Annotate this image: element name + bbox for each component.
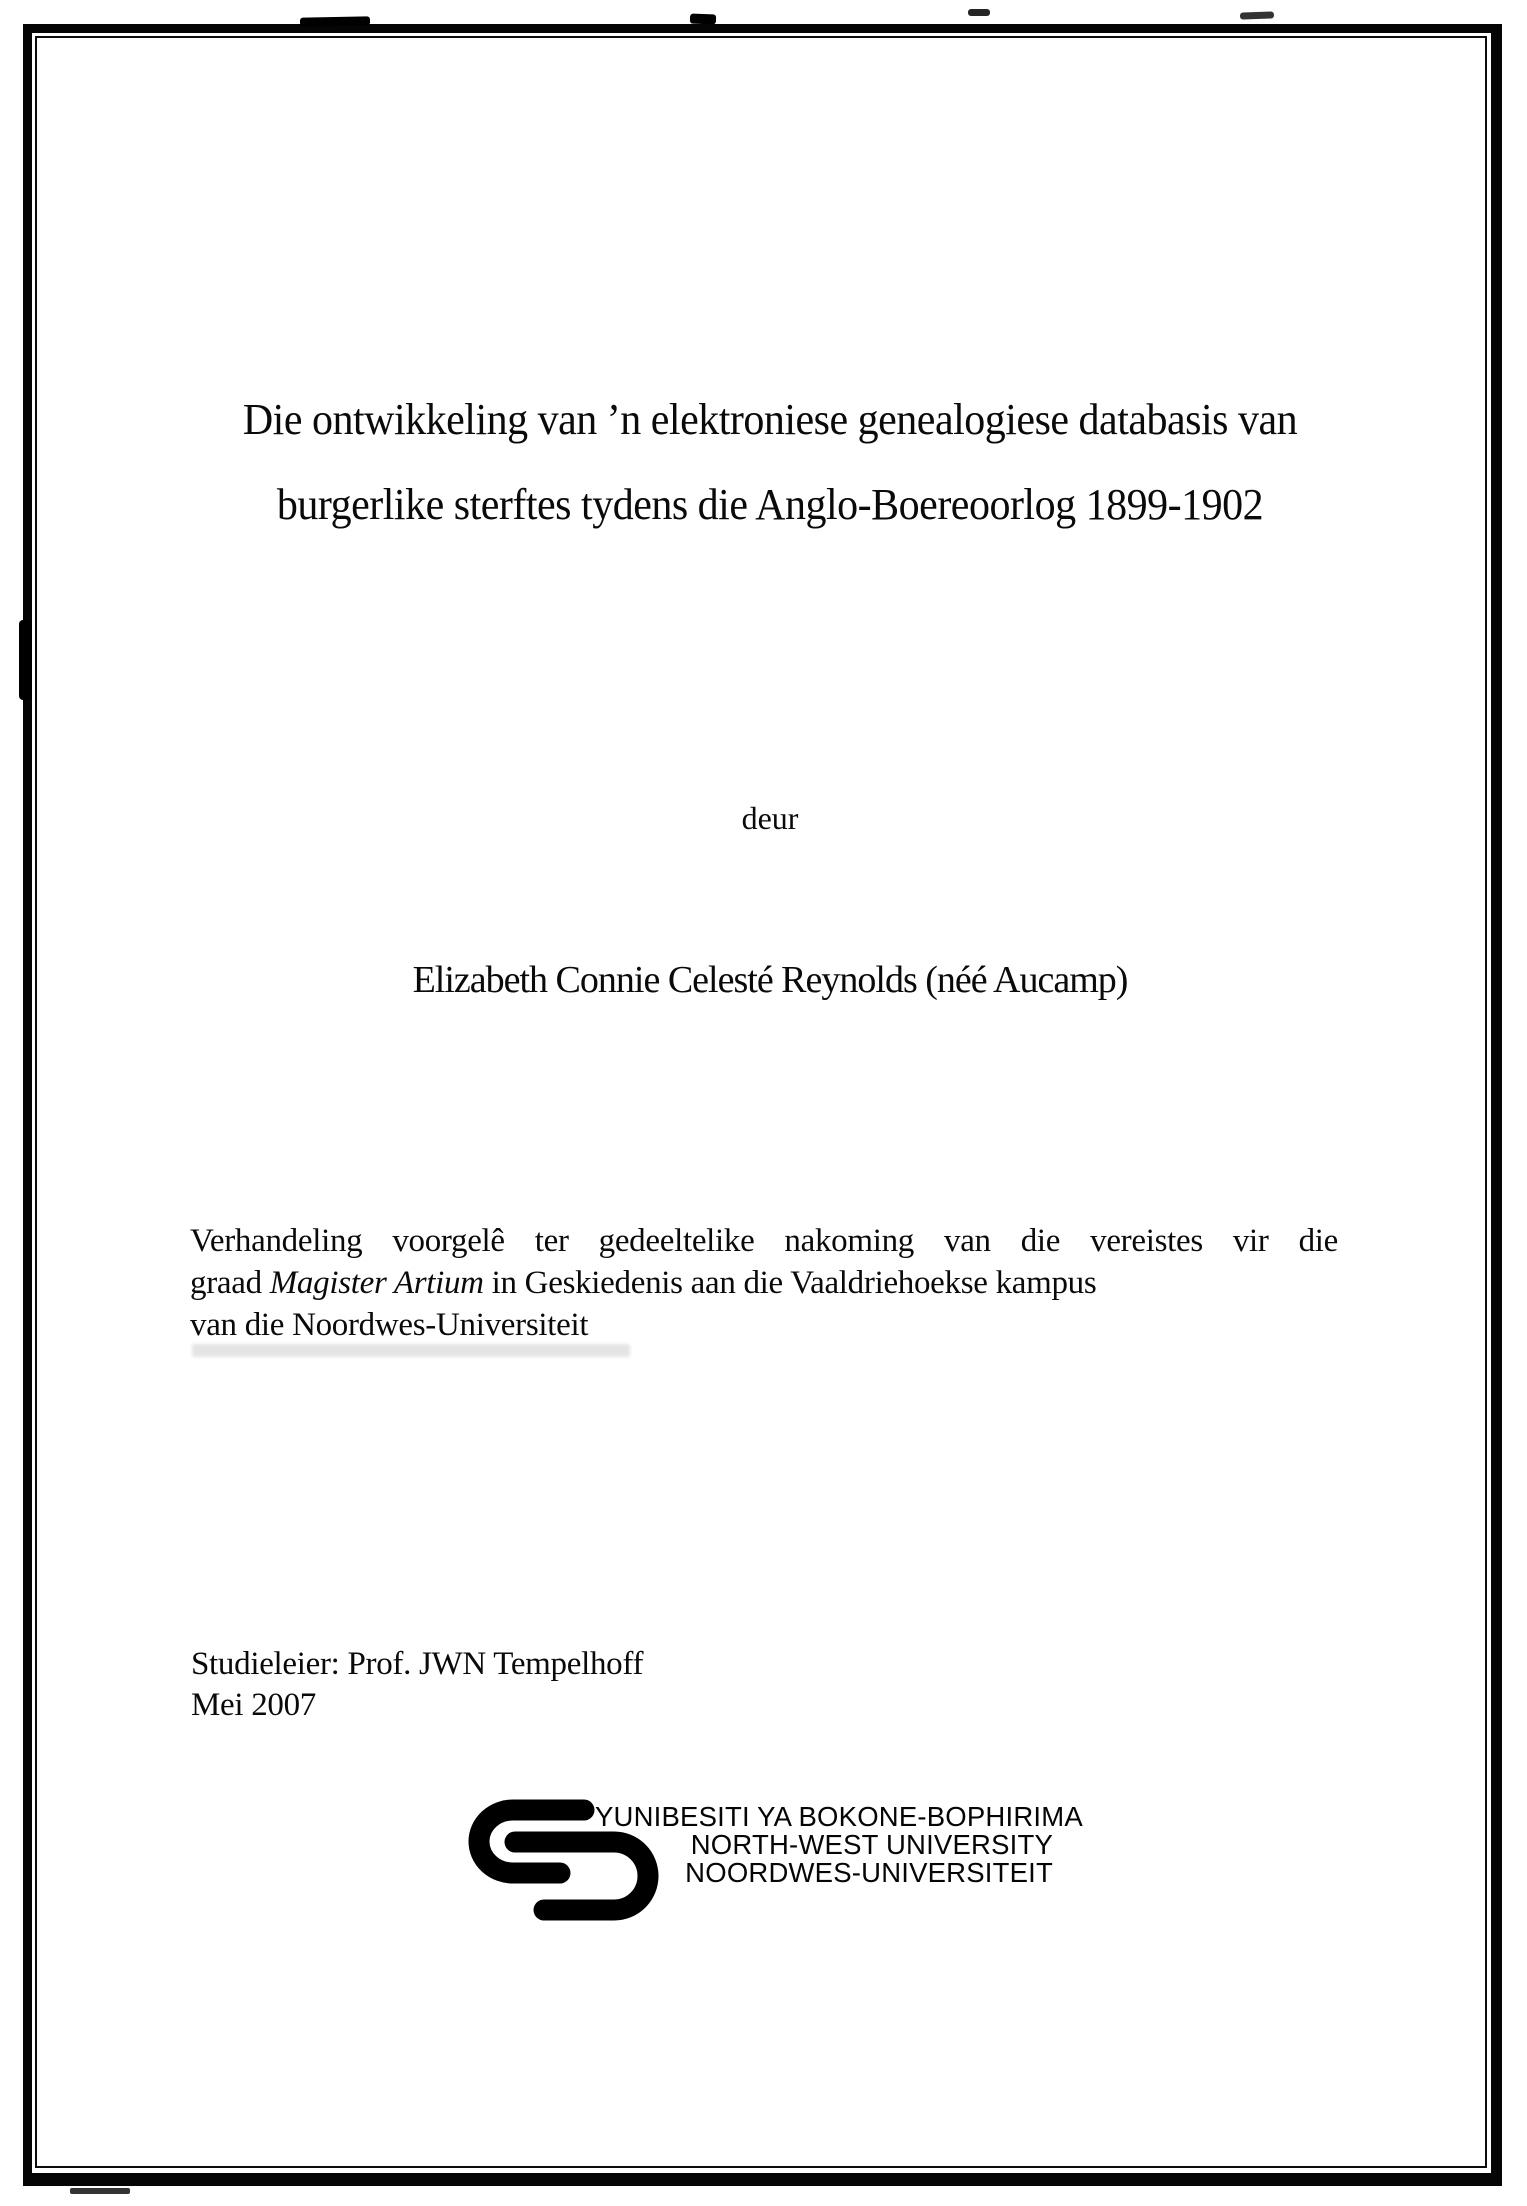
- scan-artifact: [1240, 11, 1274, 19]
- degree-line2: [190, 1262, 1338, 1304]
- date-line: Mei 2007: [191, 1687, 317, 1723]
- degree-line1: Verhandeling voorgelê ter gedeeltelike nakoming van die vereistes vir die: [190, 1223, 1338, 1259]
- thesis-title: [20, 378, 1520, 548]
- scan-artifact: [968, 9, 990, 16]
- degree-line3: van die Noordwes-Universiteit: [190, 1307, 589, 1343]
- logo-line-english: NORTH-WEST UNIVERSITY: [690, 1829, 1053, 1860]
- scan-artifact: [690, 14, 716, 25]
- logo-line-afrikaans: NOORDWES-UNIVERSITEIT: [685, 1857, 1053, 1888]
- scan-artifact: [19, 620, 32, 700]
- degree-line2-prefix: graad: [190, 1265, 270, 1301]
- thesis-title-line2: burgerlike sterftes tydens die Anglo-Boereoorlog 1899-1902: [276, 480, 1264, 530]
- logo-line-setswana: YUNIBESITI YA BOKONE-BOPHIRIMA: [595, 1801, 1083, 1832]
- author-name: Elizabeth Connie Celesté Reynolds (néé Aucamp): [412, 959, 1128, 1001]
- thesis-title-line1: Die ontwikkeling van ’n elektroniese genealogiese databasis van: [242, 396, 1298, 445]
- supervisor-block: [191, 1644, 643, 1726]
- scan-artifact: [300, 16, 370, 26]
- supervisor-line: Studieleier: Prof. JWN Tempelhoff: [191, 1646, 644, 1682]
- scan-artifact: [70, 2188, 130, 2194]
- byline-label: deur: [741, 800, 799, 836]
- degree-line2-suffix: in Geskiedenis aan die Vaaldriehoekse kampus: [483, 1265, 1097, 1301]
- nwu-logo-text: [595, 1801, 1083, 1888]
- degree-title-italic: Magister Artium: [269, 1265, 484, 1301]
- degree-statement: [190, 1220, 1338, 1346]
- nwu-logo: [468, 1799, 1128, 1934]
